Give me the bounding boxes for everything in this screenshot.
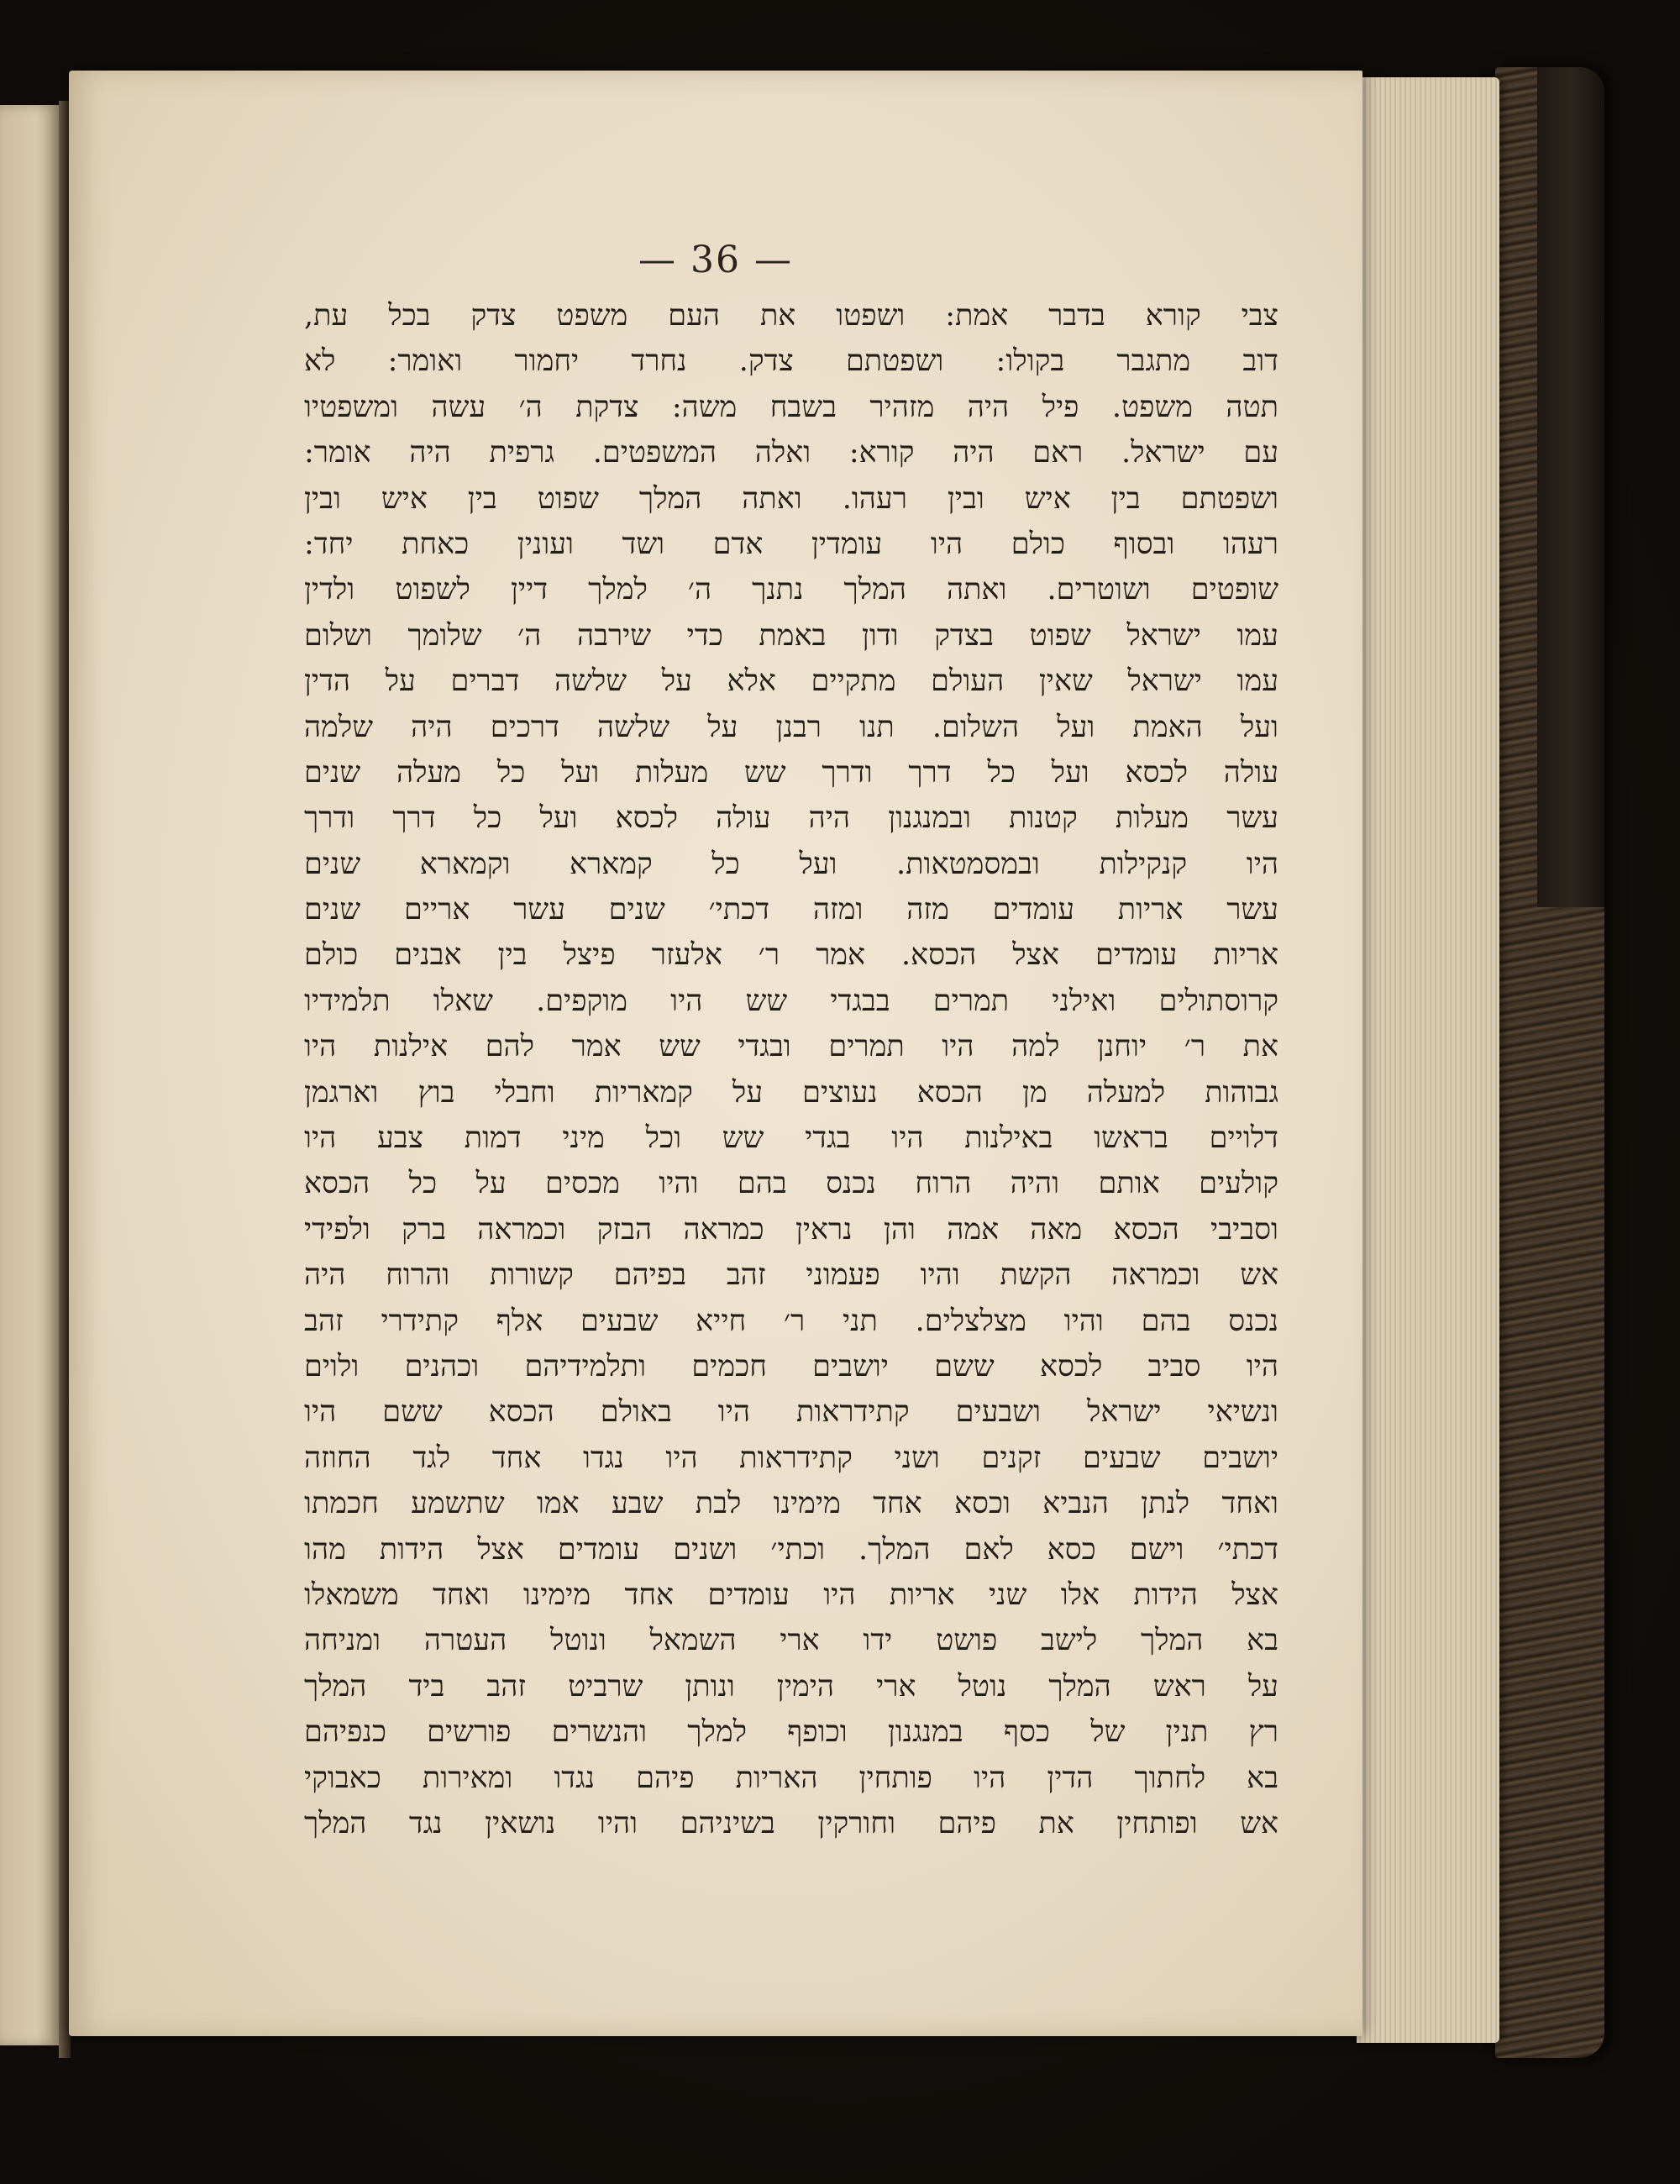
spine-cover [1537,67,1604,907]
text-line: אש וכמראה הקשת והיו פעמוני זהב בפיהם קשורות והרוח היה [304,1258,1278,1293]
text-line: יושבים שבעים זקנים ושני קתידראות היו נגדו אחד לגד החוזה [304,1441,1278,1475]
text-line: קרוסתולים ואילני תמרים בבגדי שש היו מוקפים. שאלו תלמידיו [304,984,1278,1018]
text-line: ואחד לנתן הנביא וכסא אחד מימינו לבת שבע אמו שתשמע חכמתו [304,1487,1278,1521]
text-line: בא המלך לישב פושט ידו ארי השמאל ונוטל העטרה ומניחה [304,1624,1278,1658]
text-line: שופטים ושוטרים. ואתה המלך נתנך ה׳ למלך דיין לשפוט ולדין [304,573,1278,607]
text-line: דלויים בראשו באילנות היו בגדי שש וכל מיני דמות צבע היו [304,1121,1278,1156]
text-line: צבי קורא בדבר אמת: ושפטו את העם משפט צדק בכל עת, [304,299,1278,333]
page-text [304,293,1278,1846]
text-line: בא לחתוך הדין היו פותחין האריות פיהם נגדו ומאירות כאבוקי [304,1761,1278,1795]
text-line: על ראש המלך נוטל ארי הימין ונותן שרביט זהב ביד המלך [304,1669,1278,1704]
text-line: ונשיאי ישראל ושבעים קתידראות היו באולם הכסא ששם היו [304,1395,1278,1430]
text-line: גבוהות למעלה מן הכסא נעוצים על קמאריות וחבלי בוץ וארגמן [304,1075,1278,1110]
text-line: אריות עומדים אצל הכסא. אמר ר׳ אלעזר פיצל בין אבנים כולם [304,938,1278,973]
text-line: נכנס בהם והיו מצלצלים. תני ר׳ חייא שבעים אלף קתידרי זהב [304,1304,1278,1338]
text-line: את ר׳ יוחנן למה היו תמרים ובגדי שש אמר להם אילנות היו [304,1030,1278,1064]
text-line: רץ תנין של כסף במנגנון וכופף למלך והנשרים פורשים כנפיהם [304,1715,1278,1750]
text-line: קולעים אותם והיה הרוח נכנס בהם והיו מכסים על כל הכסא [304,1167,1278,1201]
text-line: ועל האמת ועל השלום. תנו רבנן על שלשה דרכים היה שלמה [304,710,1278,744]
text-line: היו סביב לכסא ששם יושבים חכמים ותלמידיהם וכהנים ולוים [304,1349,1278,1383]
text-line: דוב מתגבר בקולו: ושפטתם צדק. נחרד יחמור ואומר: לא [304,344,1278,379]
text-line: דכתי׳ וישם כסא לאם המלך. וכתי׳ ושנים עומדים אצל הידות מהו [304,1532,1278,1567]
facing-page-edge [0,105,59,2045]
text-line: ושפטתם בין איש ובין רעהו. ואתה המלך שפוט בין איש ובין [304,481,1278,516]
text-line: וסביבי הכסא מאה אמה והן נראין כמראה הבזק וכמראה ברק ולפידי [304,1212,1278,1247]
text-line: עשר אריות עומדים מזה ומזה דכתי׳ שנים עשר אריים שנים [304,893,1278,927]
text-line: אצל הידות אלו שני אריות היו עומדים אחד מימינו ואחד משמאלו [304,1578,1278,1612]
text-line: רעהו ובסוף כולם היו עומדין אדם ושד ועונין כאחת יחד: [304,527,1278,561]
page-block-edge [1357,77,1499,2043]
text-line: עולה לכסא ועל כל דרך ודרך שש מעלות ועל כל מעלה שנים [304,755,1278,790]
text-line: עמו ישראל שפוט בצדק ודון באמת כדי שירבה ה׳ שלומך ושלום [304,618,1278,653]
page-number: — 36 — [638,239,793,281]
book-page [69,71,1362,2036]
text-line: אש ופותחין את פיהם וחורקין בשיניהם והיו נושאין נגד המלך [304,1806,1278,1840]
text-line: תטה משפט. פיל היה מזהיר בשבח משה: צדקת ה׳ עשה ומשפטיו [304,390,1278,424]
text-line: עמו ישראל שאין העולם מתקיים אלא על שלשה דברים על הדין [304,664,1278,699]
text-line: היו קנקילות ובמסמטאות. ועל כל קמארא וקמארא שנים [304,847,1278,881]
text-line: עם ישראל. ראם היה קורא: ואלה המשפטים. גרפית היה אומר: [304,436,1278,470]
text-line: עשר מעלות קטנות ובמנגנון היה עולה לכסא ועל כל דרך ודרך [304,801,1278,836]
